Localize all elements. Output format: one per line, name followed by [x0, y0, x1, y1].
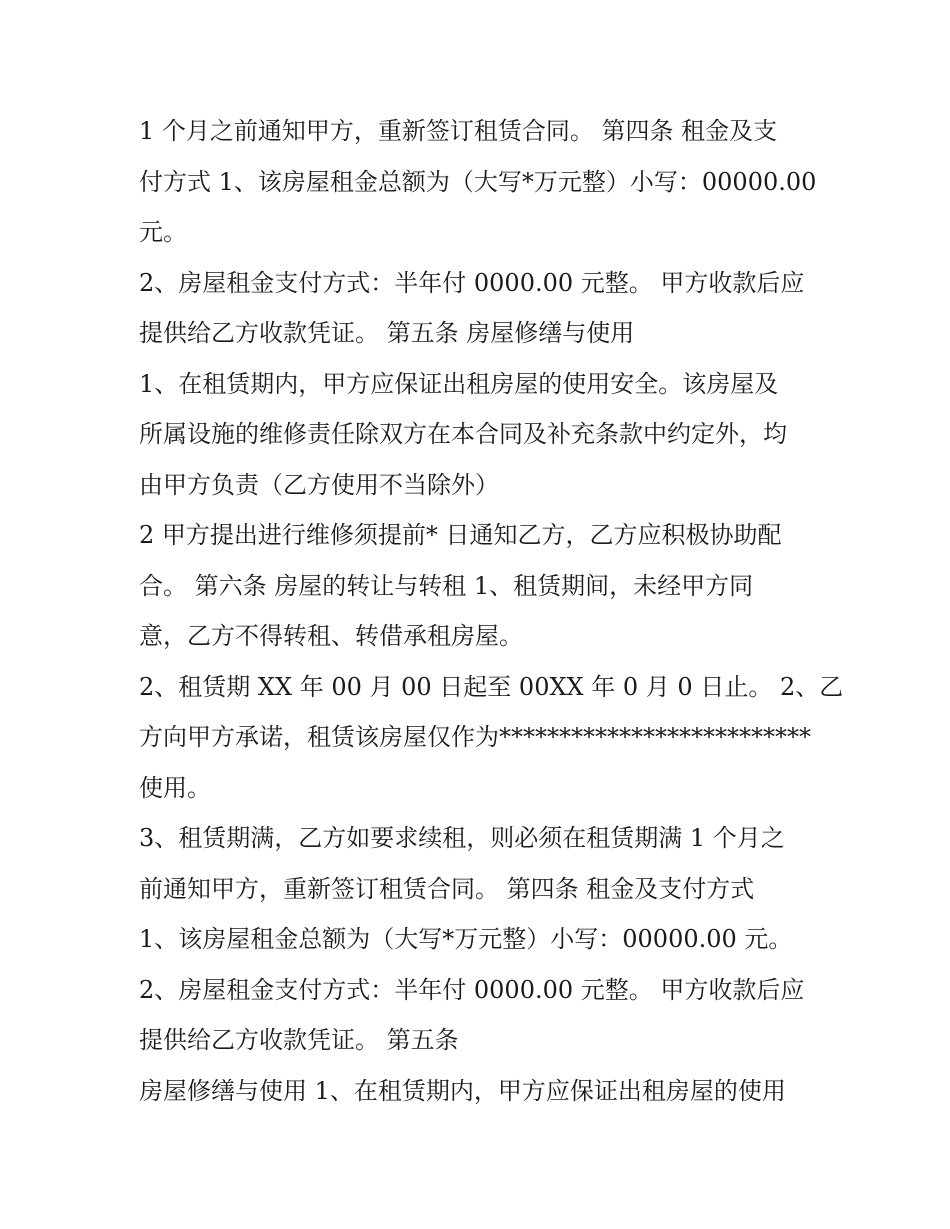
- text-line-3: 元。: [139, 218, 187, 246]
- text-line-7: 所属设施的维修责任除双方在本合同及补充条款中约定外，均: [139, 420, 787, 448]
- text-line-20: 房屋修缮与使用 1、在租赁期内，甲方应保证出租房屋的使用: [139, 1076, 786, 1105]
- text-line-13: 方向甲方承诺，租赁该房屋仅作为**************************: [139, 723, 811, 751]
- text-line-14: 使用。: [139, 773, 211, 802]
- text-line-17: 1、该房屋租金总额为（大写*万元整）小写：00000.00 元。: [139, 925, 793, 953]
- text-line-4: 2、房屋租金支付方式：半年付 0000.00 元整。 甲方收款后应: [139, 268, 805, 297]
- text-line-16: 前通知甲方，重新签订租赁合同。 第四条 租金及支付方式: [139, 874, 755, 903]
- text-line-15: 3、租赁期满，乙方如要求续租，则必须在租赁期满 1 个月之: [139, 824, 785, 852]
- text-line-18: 2、房屋租金支付方式：半年付 0000.00 元整。 甲方收款后应: [139, 975, 805, 1004]
- text-line-5: 提供给乙方收款凭证。 第五条 房屋修缮与使用: [139, 319, 635, 347]
- text-line-1: 1 个月之前通知甲方，重新签订租赁合同。 第四条 租金及支: [139, 117, 778, 145]
- text-line-8: 由甲方负责（乙方使用不当除外）: [139, 470, 499, 499]
- text-line-19: 提供给乙方收款凭证。 第五条: [139, 1026, 459, 1054]
- text-line-12: 2、租赁期 XX 年 00 月 00 日起至 00XX 年 0 月 0 日止。 2、乙: [139, 672, 844, 701]
- text-line-11: 意，乙方不得转租、转借承租房屋。: [139, 622, 523, 650]
- text-line-2: 付方式 1、该房屋租金总额为（大写*万元整）小写：00000.00: [139, 167, 817, 196]
- document-body: [139, 106, 844, 1116]
- text-line-6: 1、在租赁期内，甲方应保证出租房屋的使用安全。该房屋及: [139, 369, 779, 398]
- text-line-10: 合。 第六条 房屋的转让与转租 1、租赁期间，未经甲方同: [139, 571, 754, 600]
- text-line-9: 2 甲方提出进行维修须提前* 日通知乙方，乙方应积极协助配: [139, 521, 782, 549]
